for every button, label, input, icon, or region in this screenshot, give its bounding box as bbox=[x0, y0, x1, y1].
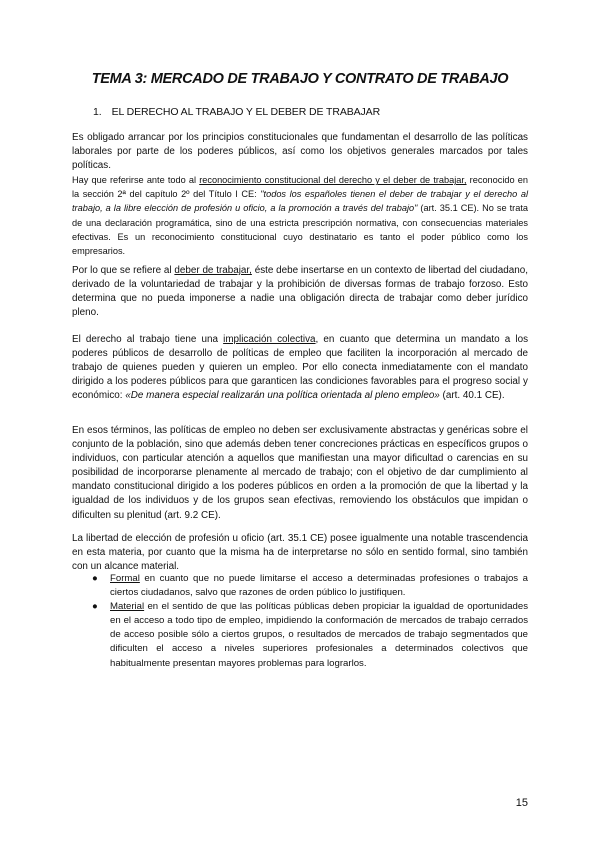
underlined-term: Formal bbox=[110, 573, 140, 584]
text-span: Por lo que se refiere al bbox=[72, 265, 175, 276]
section-title: EL DERECHO AL TRABAJO Y EL DEBER DE TRABAJAR bbox=[111, 106, 381, 118]
underlined-term: reconocimiento constitucional del derecho y el deber de trabajar, bbox=[199, 175, 467, 186]
underlined-term: deber de trabajar, bbox=[174, 265, 252, 276]
text-span: (art. 40.1 CE). bbox=[439, 390, 505, 402]
paragraph-text: La libertad de elección de profesión u oficio (art. 35.1 CE) posee igualmente una notable trascendencia en esta materia, por cuanto que la misma ha de interpretarse no sólo en sentido formal, sino también con un alcance material. bbox=[72, 533, 528, 573]
underlined-term: Material bbox=[110, 601, 145, 613]
paragraph-text: En esos términos, las políticas de empleo no deben ser exclusivamente abstractas y genéricas sobre el conjunto de la población, sino que además deben tener concreciones prácticas en específicos grupos o individuos, con particular atención a aquellos que manifiestan una mayor dificultad o carencias en su posibilidad de incorporarse plenamente al mercado de trabajo; con el objetivo de dar cumplimiento al mandato constitucional dirigido a los poderes públicos en orden a la promoción de que la libertad y la igualdad de los individuos y de los grupos sean efectivas, removiendo los obstáculos que impidan o dificulten su plenitud (art. 9.2 CE). bbox=[72, 425, 528, 521]
page-number: 15 bbox=[515, 797, 528, 809]
text-span: , en cuanto que determina un mandato a los poderes públicos de desarrollo de políticas de empleo que faciliten la incorporación al mercado de trabajo de quienes pueden y quieren un empleo. Por ello conecta inmediatamente con el mandato dirigido a los poderes públicos para que garanticen las condiciones favorables para el progreso social y económico: bbox=[72, 334, 529, 402]
list-item-text: en el sentido de que las políticas públicas deben propiciar la igualdad de oportunidades en el acceso a todo tipo de empleo, impidiendo la conformación de mercados de trabajo cerrados de acceso posible sólo a ciertos grupos, o resultados de mercados de trabajo segmentados que dificulten el acceso a niveles superiores profesionales a determinados colectivos que habitualmente presentan mayores problemas para lograrlos. bbox=[110, 601, 528, 669]
paragraph-duty-to-work bbox=[72, 264, 528, 320]
list-item bbox=[92, 600, 528, 670]
text-span: reconocido en la sección 2ª del capítulo 2º del Título I CE: bbox=[72, 175, 529, 200]
paragraph-employment-policies bbox=[72, 424, 528, 523]
bullet-icon: ● bbox=[92, 573, 98, 584]
paragraph-constitutional-principles bbox=[72, 131, 528, 258]
section-heading bbox=[93, 106, 380, 118]
bullet-list bbox=[92, 572, 528, 671]
text-span: Hay que referirse ante todo al bbox=[72, 175, 200, 186]
quoted-text: "todos los españoles tienen el deber de trabajar y el derecho al trabajo, a la libre elección de profesión u oficio, a la promoción a través del trabajo" bbox=[72, 189, 528, 214]
paragraph-text bbox=[72, 333, 528, 403]
bullet-icon: ● bbox=[92, 601, 98, 613]
paragraph-freedom-of-profession bbox=[72, 532, 528, 574]
text-span: éste debe insertarse en un contexto de libertad del ciudadano, derivado de la voluntariedad de trabajar y la prohibición de diversas formas de trabajo forzoso. Esto determina que no pueda imponerse a nadie una obligación directa de trabajar como deber jurídico pleno. bbox=[72, 265, 528, 319]
text-span: El derecho al trabajo tiene una bbox=[72, 334, 224, 345]
list-item-text: en cuanto que no puede limitarse el acceso a determinadas profesiones o trabajos a ciertos ciudadanos, salvo que razones de orden público lo justifiquen. bbox=[110, 573, 528, 599]
section-number: 1. bbox=[93, 106, 102, 118]
list-item bbox=[92, 572, 528, 600]
paragraph-text bbox=[72, 264, 528, 320]
underlined-term: implicación colectiva bbox=[223, 334, 316, 345]
page-title: TEMA 3: MERCADO DE TRABAJO Y CONTRATO DE TRABAJO bbox=[91, 71, 509, 87]
paragraph-collective-implication bbox=[72, 333, 528, 403]
quoted-text: «De manera especial realizarán una política orientada al pleno empleo» bbox=[125, 390, 440, 402]
text-span: (art. 35.1 CE). No se trata de una declaración programática, sino de una estricta prescripción normativa, con consecuencias materiales efectivas. Es un reconocimiento constitucional cuyo destinatario es tanto el poder público como los empresarios. bbox=[72, 203, 528, 256]
paragraph-text: Es obligado arrancar por los principios constitucionales que fundamentan el desarrollo de las políticas laborales por parte de los poderes públicos, así como los objetivos generales marcados por tales políticas. bbox=[72, 132, 528, 172]
paragraph-text bbox=[72, 173, 528, 258]
